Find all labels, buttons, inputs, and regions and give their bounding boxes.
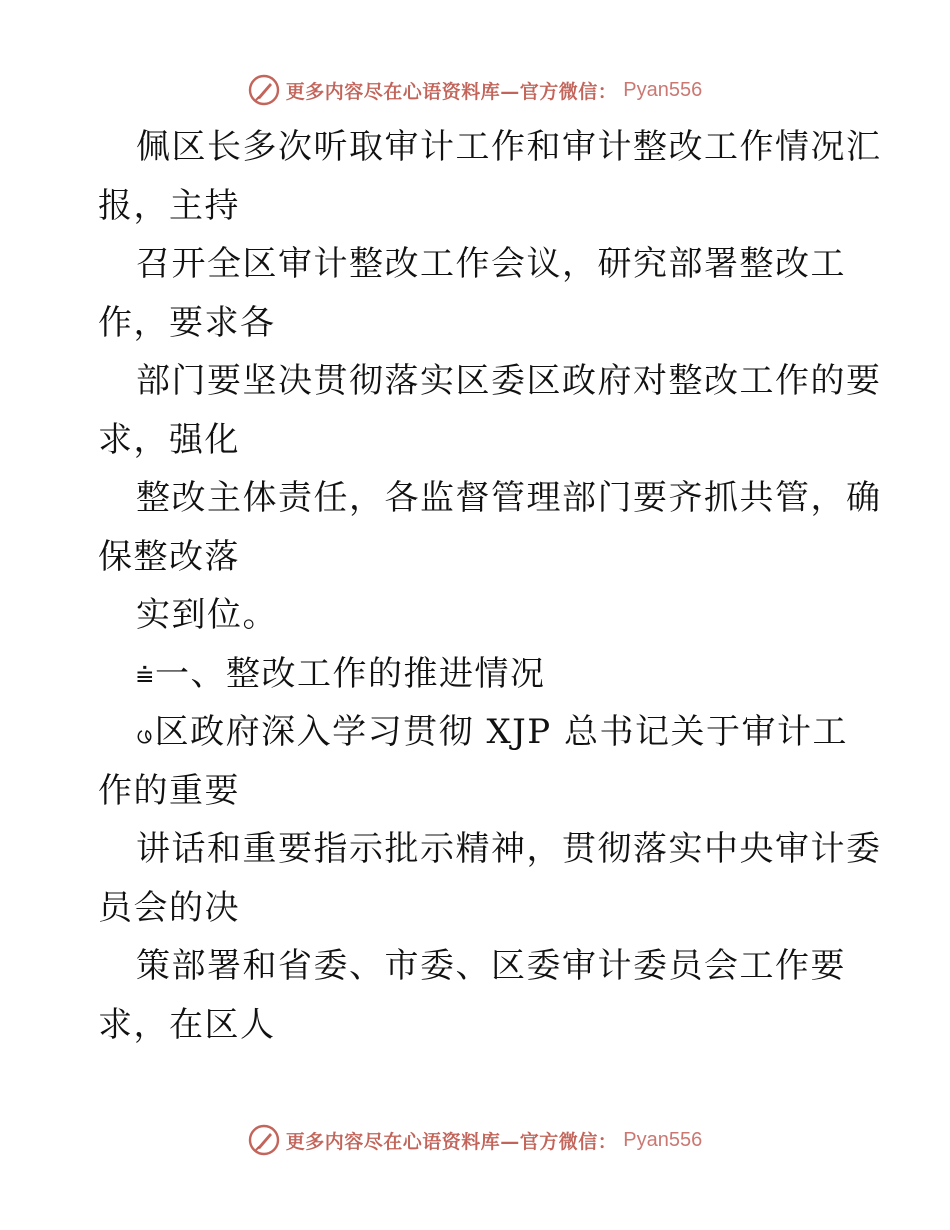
watermark-handle: Pyan556: [623, 1128, 703, 1151]
watermark-text: 更多内容尽在心语资料库—官方微信：: [285, 1130, 618, 1153]
body-line-9: 实到位。: [136, 595, 278, 635]
body-line-7: 整改主体责任，各监督管理部门要齐抓共管，确: [136, 478, 882, 518]
body-line-13: 讲话和重要指示批示精神，贯彻落实中央审计委: [136, 829, 882, 869]
body-line-1: 佩区长多次听取审计工作和审计整改工作情况汇: [136, 127, 882, 167]
watermark-text: 更多内容尽在心语资料库—官方微信：: [285, 80, 618, 103]
body-line-16: 求，在区人: [98, 1004, 276, 1045]
quill-logo-icon: [248, 1124, 280, 1156]
body-line-3: 召开全区审计整改工作会议，研究部署整改工: [136, 244, 846, 284]
document-body: [98, 118, 882, 1054]
quill-logo-icon: [248, 74, 280, 106]
section-heading-text: 一、整改工作的推进情况: [155, 653, 546, 694]
heading-bullet-glyph: ⩧: [136, 657, 156, 693]
body-line-5: 部门要坚决贯彻落实区委区政府对整改工作的要: [136, 361, 882, 401]
footer-watermark: [0, 1120, 950, 1160]
body-line-11-text: 区政府深入学习贯彻 XJP 总书记关于审计工: [154, 712, 848, 752]
body-line-12: 作的重要: [98, 770, 240, 811]
body-line-15: 策部署和省委、市委、区委审计委员会工作要: [136, 946, 846, 986]
section-heading: [98, 645, 858, 704]
body-line-4: 作，要求各: [98, 302, 276, 343]
paragraph-bullet-glyph: ဖ: [136, 716, 155, 751]
body-line-6: 求，强化: [98, 419, 240, 460]
body-line-2: 报，主持: [98, 185, 240, 226]
body-line-14: 员会的决: [98, 887, 240, 928]
header-watermark: [0, 70, 950, 110]
body-line-8: 保整改落: [98, 536, 240, 577]
watermark-handle: Pyan556: [623, 78, 703, 101]
body-line-11: [98, 703, 858, 762]
